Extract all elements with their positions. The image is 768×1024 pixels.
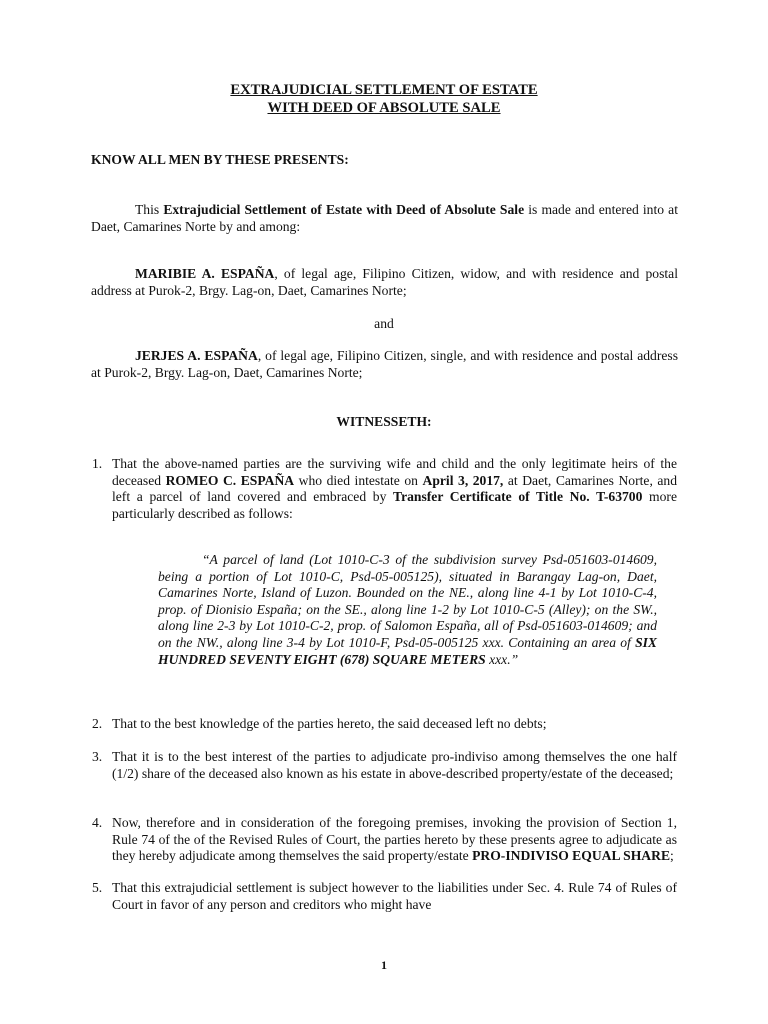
clause-1-text-c: at Daet, Camarines Norte, and left a parcel of land covered and embraced by (112, 472, 678, 505)
clause-1 (92, 456, 678, 522)
witnesseth-heading: WITNESSETH: (336, 414, 432, 429)
clause-3 (92, 749, 677, 782)
clause-3-text: That it is to the best interest of the parties to adjudicate pro-indiviso among themselves the one half (1/2) share of the deceased also known as his estate in above-described property/estate of the deceased; (112, 749, 677, 781)
clause-5-number: 5. (92, 880, 103, 895)
document-title-line-2: WITH DEED OF ABSOLUTE SALE (267, 100, 501, 116)
clause-5 (92, 880, 677, 913)
party-2-details: , of legal age, Filipino Citizen, single, and with residence and postal address at Purok-2, Brgy. Lag-on, Daet, Camarines Norte; (91, 348, 678, 380)
document-title-line-1: EXTRAJUDICIAL SETTLEMENT OF ESTATE (230, 82, 538, 98)
intro-document-name: Extrajudicial Settlement of Estate with Deed of Absolute Sale (163, 202, 525, 217)
clause-4-text: Now, therefore and in consideration of the foregoing premises, invoking the provision of Section 1, Rule 74 of the of the Revised Rules of Court, the parties hereto by these presents agree to adjudicate as they hereby adjudicate among themselves the said property/estate (112, 815, 677, 864)
title-number: Transfer Certificate of Title No. T-63700 (393, 489, 643, 505)
clause-4-end: ; (670, 848, 674, 864)
intro-rest: is made and entered into at Daet, Camarines Norte by and among: (91, 202, 678, 234)
clause-4 (92, 815, 677, 865)
intro-lead: This (135, 202, 164, 217)
quote-text: “A parcel of land (Lot 1010-C-3 of the subdivision survey Psd-051603-014609, being a portion of Lot 1010-C, Psd-05-005125), situated in Barangay Lag-on, Daet, Camarines Norte, Island of Luzon. Bounded on the NE., along line 4-1 by Lot 1010-C-4, prop. of Dionisio España; on the SE., along line 1-2 by Lot 1010-C-5 (Alley); on the SW., along line 2-3 by Lot 1010-C-2, prop. of Salomon España, all of Psd-051603-014609; and on the NW., along line 3-4 by Lot 1010-F, Psd-05-005125 xxx. Containing an area of (158, 552, 657, 650)
clause-3-number: 3. (92, 749, 103, 764)
and-conjunction: and (374, 316, 394, 331)
clause-1-text-d: more particularly described as follows: (112, 489, 677, 521)
property-description-quote (158, 552, 657, 668)
share-type: PRO-INDIVISO EQUAL SHARE (472, 848, 671, 864)
clause-4-number: 4. (92, 815, 103, 830)
intro-paragraph (91, 202, 678, 235)
land-area: SIX HUNDRED SEVENTY EIGHT (678) SQUARE METERS (158, 634, 657, 667)
clause-2 (92, 716, 677, 733)
clause-2-text: That to the best knowledge of the parties hereto, the said deceased left no debts; (112, 716, 547, 731)
clause-1-number: 1. (92, 456, 103, 471)
deceased-name: ROMEO C. ESPAÑA (165, 472, 295, 488)
clause-2-number: 2. (92, 716, 103, 731)
party-1-paragraph (91, 266, 678, 299)
clause-1-text-b: who died intestate on (294, 472, 423, 488)
date-of-death: April 3, 2017, (422, 472, 504, 488)
party-1-name: MARIBIE A. ESPAÑA (135, 266, 275, 281)
quote-end: xxx.” (485, 651, 519, 667)
party-2-name: JERJES A. ESPAÑA (135, 348, 258, 363)
party-1-details: , of legal age, Filipino Citizen, widow, and with residence and postal address at Purok-2, Brgy. Lag-on, Daet, Camarines Norte; (91, 266, 678, 298)
preamble: KNOW ALL MEN BY THESE PRESENTS: (91, 152, 349, 167)
clause-5-text: That this extrajudicial settlement is subject however to the liabilities under Sec. 4. Rule 74 of Rules of Court in favor of any person and creditors who might have (112, 880, 677, 912)
party-2-paragraph (91, 348, 678, 381)
clause-1-text-a: That the above-named parties are the surviving wife and child and the only legitimate heirs of the deceased (112, 456, 677, 488)
page-number: 1 (381, 958, 387, 972)
